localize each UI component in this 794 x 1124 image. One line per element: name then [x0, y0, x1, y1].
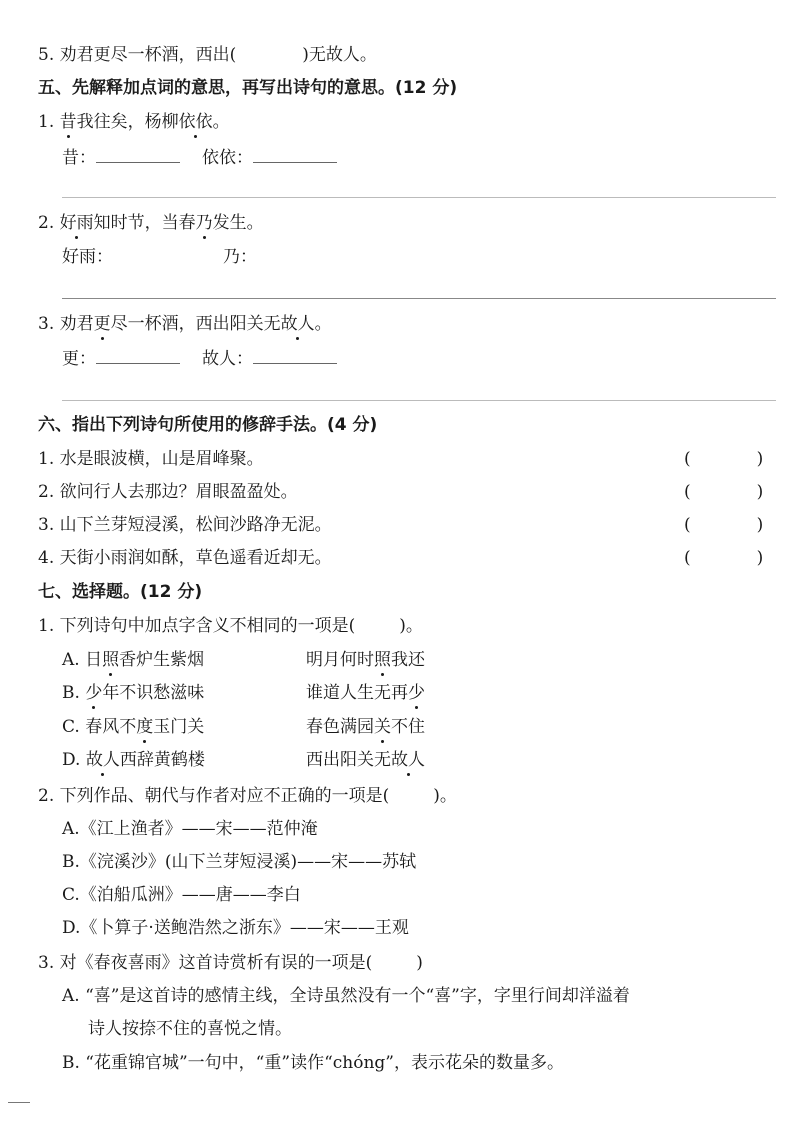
q3-stem: 3. 对《春夜喜雨》这首诗赏析有误的一项是( ) [38, 953, 423, 973]
q2-option-c[interactable]: C.《泊船瓜洲》——唐——李白 [62, 885, 301, 905]
answer-line[interactable] [62, 197, 776, 198]
answer-paren[interactable]: ( ) [684, 548, 764, 568]
q1-option-a[interactable]: A. 日照香炉生紫烟 明月何时照我还 [62, 650, 425, 670]
sec5-item-1-line: 1. 昔我往矣，杨柳依依。 [38, 112, 230, 132]
q2-option-b[interactable]: B.《浣溪沙》(山下兰芽短浸溪)——宋——苏轼 [62, 852, 417, 872]
q2-stem: 2. 下列作品、朝代与作者对应不正确的一项是( )。 [38, 786, 457, 806]
q3-option-a-line1[interactable]: A. “喜”是这首诗的感情主线，全诗虽然没有一个“喜”字，字里行间却洋溢着 [62, 986, 630, 1006]
sec5-item-3-line: 3. 劝君更尽一杯酒，西出阳关无故人。 [38, 314, 332, 334]
sec5-item-3-answers: 更： 故人： [62, 347, 359, 370]
dotted-word: 好雨 [59, 213, 94, 233]
dotted-word: 乃 [195, 213, 213, 233]
dotted-word: 昔 [59, 112, 77, 132]
answer-paren[interactable]: ( ) [684, 482, 764, 502]
answer-blank[interactable] [96, 347, 180, 364]
answer-blank[interactable] [253, 347, 337, 364]
q1-option-d[interactable]: D. 故人西辞黄鹤楼 西出阳关无故人 [62, 750, 425, 770]
sec6-item-1: 1. 水是眼波横，山是眉峰聚。 [38, 449, 264, 469]
sec6-item-2: 2. 欲问行人去那边？眉眼盈盈处。 [38, 482, 298, 502]
section-6-title: 六、指出下列诗句所使用的修辞手法。(4 分) [38, 415, 378, 435]
sec5-item-2-answers: 好雨： 乃： [62, 247, 257, 267]
q1-option-c[interactable]: C. 春风不度玉门关 春色满园关不住 [62, 717, 425, 737]
answer-blank[interactable] [253, 146, 337, 163]
q1-stem: 1. 下列诗句中加点字含义不相同的一项是( )。 [38, 616, 423, 636]
section-5-title: 五、先解释加点词的意思，再写出诗句的意思。(12 分) [38, 78, 458, 98]
q5-line: 5. 劝君更尽一杯酒，西出( )无故人。 [38, 45, 377, 65]
sec6-item-4: 4. 天街小雨润如酥，草色遥看近却无。 [38, 548, 332, 568]
dotted-word: 故人 [85, 750, 120, 770]
answer-line[interactable] [62, 298, 776, 299]
dotted-word: 少 [408, 683, 425, 703]
sec5-item-2-line: 2. 好雨知时节，当春乃发生。 [38, 213, 264, 233]
q2-option-a[interactable]: A.《江上渔者》——宋——范仲淹 [62, 819, 318, 839]
q2-option-d[interactable]: D.《卜算子·送鲍浩然之浙东》——宋——王观 [62, 918, 409, 938]
sec6-item-3: 3. 山下兰芽短浸溪，松间沙路净无泥。 [38, 515, 332, 535]
dotted-word: 更 [93, 314, 111, 334]
dotted-word: 依依 [178, 112, 213, 132]
answer-paren[interactable]: ( ) [684, 449, 764, 469]
answer-blank[interactable] [96, 146, 180, 163]
dotted-word: 照 [102, 650, 120, 670]
answer-paren[interactable]: ( ) [684, 515, 764, 535]
q3-option-b[interactable]: B. “花重锦官城”一句中，“重”读作“chóng”，表示花朵的数量多。 [62, 1053, 564, 1073]
dotted-word: 度 [136, 717, 154, 737]
dotted-word: 故人 [391, 750, 425, 770]
page-corner-mark [8, 1102, 30, 1103]
dotted-word: 故人 [280, 314, 315, 334]
sec5-item-1-answers: 昔： 依依： [62, 146, 359, 169]
dotted-word: 关 [374, 717, 391, 737]
section-7-title: 七、选择题。(12 分) [38, 582, 203, 602]
q1-option-b[interactable]: B. 少年不识愁滋味 谁道人生无再少 [62, 683, 425, 703]
dotted-word: 少 [85, 683, 103, 703]
q3-option-a-line2: 诗人按捺不住的喜悦之情。 [88, 1019, 292, 1039]
answer-line[interactable] [62, 400, 776, 401]
dotted-word: 照 [374, 650, 391, 670]
